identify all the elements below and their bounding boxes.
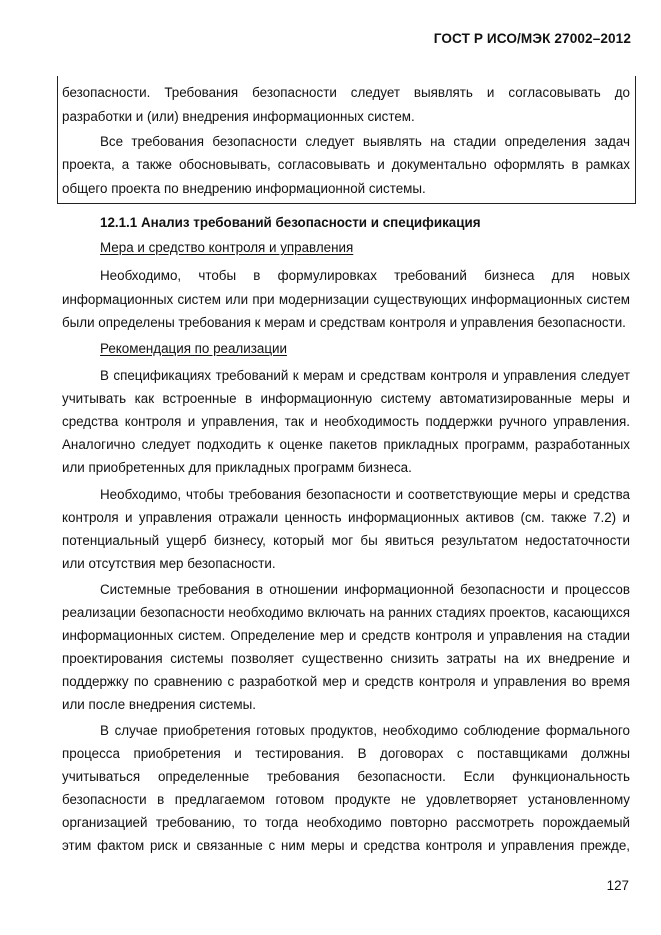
paragraph-line: проектирования системы позволяет существенно снизить затраты на их внедрение и [62, 651, 630, 666]
measure-heading: Мера и средство контроля и управления [100, 240, 354, 255]
paragraph-line: разработки и (или) внедрения информационных систем. [62, 109, 415, 124]
section-title: 12.1.1 Анализ требований безопасности и спецификация [100, 215, 481, 230]
paragraph-line: поддержку по сравнению с разработкой мер и средств контроля и управления во время [62, 674, 630, 689]
paragraph-line: В случае приобретения готовых продуктов, необходимо соблюдение формального [100, 723, 630, 738]
paragraph-line: учитывать как встроенные в информационную систему автоматизированные меры и [62, 391, 630, 406]
paragraph-line: этим фактом риск и связанные с ним меры и средства контроля и управления прежде, [62, 838, 630, 853]
paragraph-line: потенциальный ущерб бизнесу, который мог бы явиться результатом недостаточности [62, 533, 630, 548]
paragraph-line: организацией требованию, то тогда необходимо повторно рассмотреть порождаемый [62, 815, 630, 830]
page-number: 127 [606, 878, 629, 893]
paragraph-line: или отсутствия мер безопасности. [62, 556, 276, 571]
paragraph-line: средства контроля и управления, так и необходимость поддержки ручного управления. [62, 414, 630, 429]
paragraph-line: В спецификациях требований к мерам и средствам контроля и управления следует [100, 368, 630, 383]
paragraph-line: или приобретенных для прикладных программ бизнеса. [62, 460, 412, 475]
paragraph-line: Системные требования в отношении информационной безопасности и процессов [100, 582, 630, 597]
paragraph-line: информационных систем или при модернизации существующих информационных систем [62, 292, 630, 307]
paragraph-line: учитываться определенные требования безопасности. Если функциональность [62, 769, 630, 784]
document-header: ГОСТ Р ИСО/МЭК 27002–2012 [433, 31, 631, 46]
paragraph-line: были определены требования к мерам и средствам контроля и управления безопасности. [62, 315, 626, 330]
paragraph-line: информационных систем. Определение мер и средств контроля и управления на стадии [62, 628, 630, 643]
paragraph-line: Все требования безопасности следует выявлять на стадии определения задач [100, 134, 630, 149]
paragraph-line: Аналогично следует подходить к оценке пакетов прикладных программ, разработанных [62, 437, 630, 452]
paragraph-line: проекта, а также обосновывать, согласовывать и документально оформлять в рамках [62, 157, 630, 172]
paragraph-line: Необходимо, чтобы в формулировках требований бизнеса для новых [100, 268, 630, 283]
guidance-heading: Рекомендация по реализации [100, 341, 287, 356]
paragraph-line: безопасности в предлагаемом готовом продукте не удовлетворяет установленному [62, 792, 630, 807]
paragraph-line: общего проекта по внедрению информационной системы. [62, 181, 426, 196]
paragraph-line: реализации безопасности необходимо включать на ранних стадиях проектов, касающихся [62, 605, 630, 620]
paragraph-line: безопасности. Требования безопасности следует выявлять и согласовывать до [62, 85, 630, 100]
paragraph-line: контроля и управления отражали ценность информационных активов (см. также 7.2) и [62, 510, 630, 525]
paragraph-line: или после внедрения системы. [62, 697, 256, 712]
paragraph-line: процесса приобретения и тестирования. В договорах с поставщиками должны [62, 746, 630, 761]
paragraph-line: Необходимо, чтобы требования безопасности и соответствующие меры и средства [100, 487, 630, 502]
